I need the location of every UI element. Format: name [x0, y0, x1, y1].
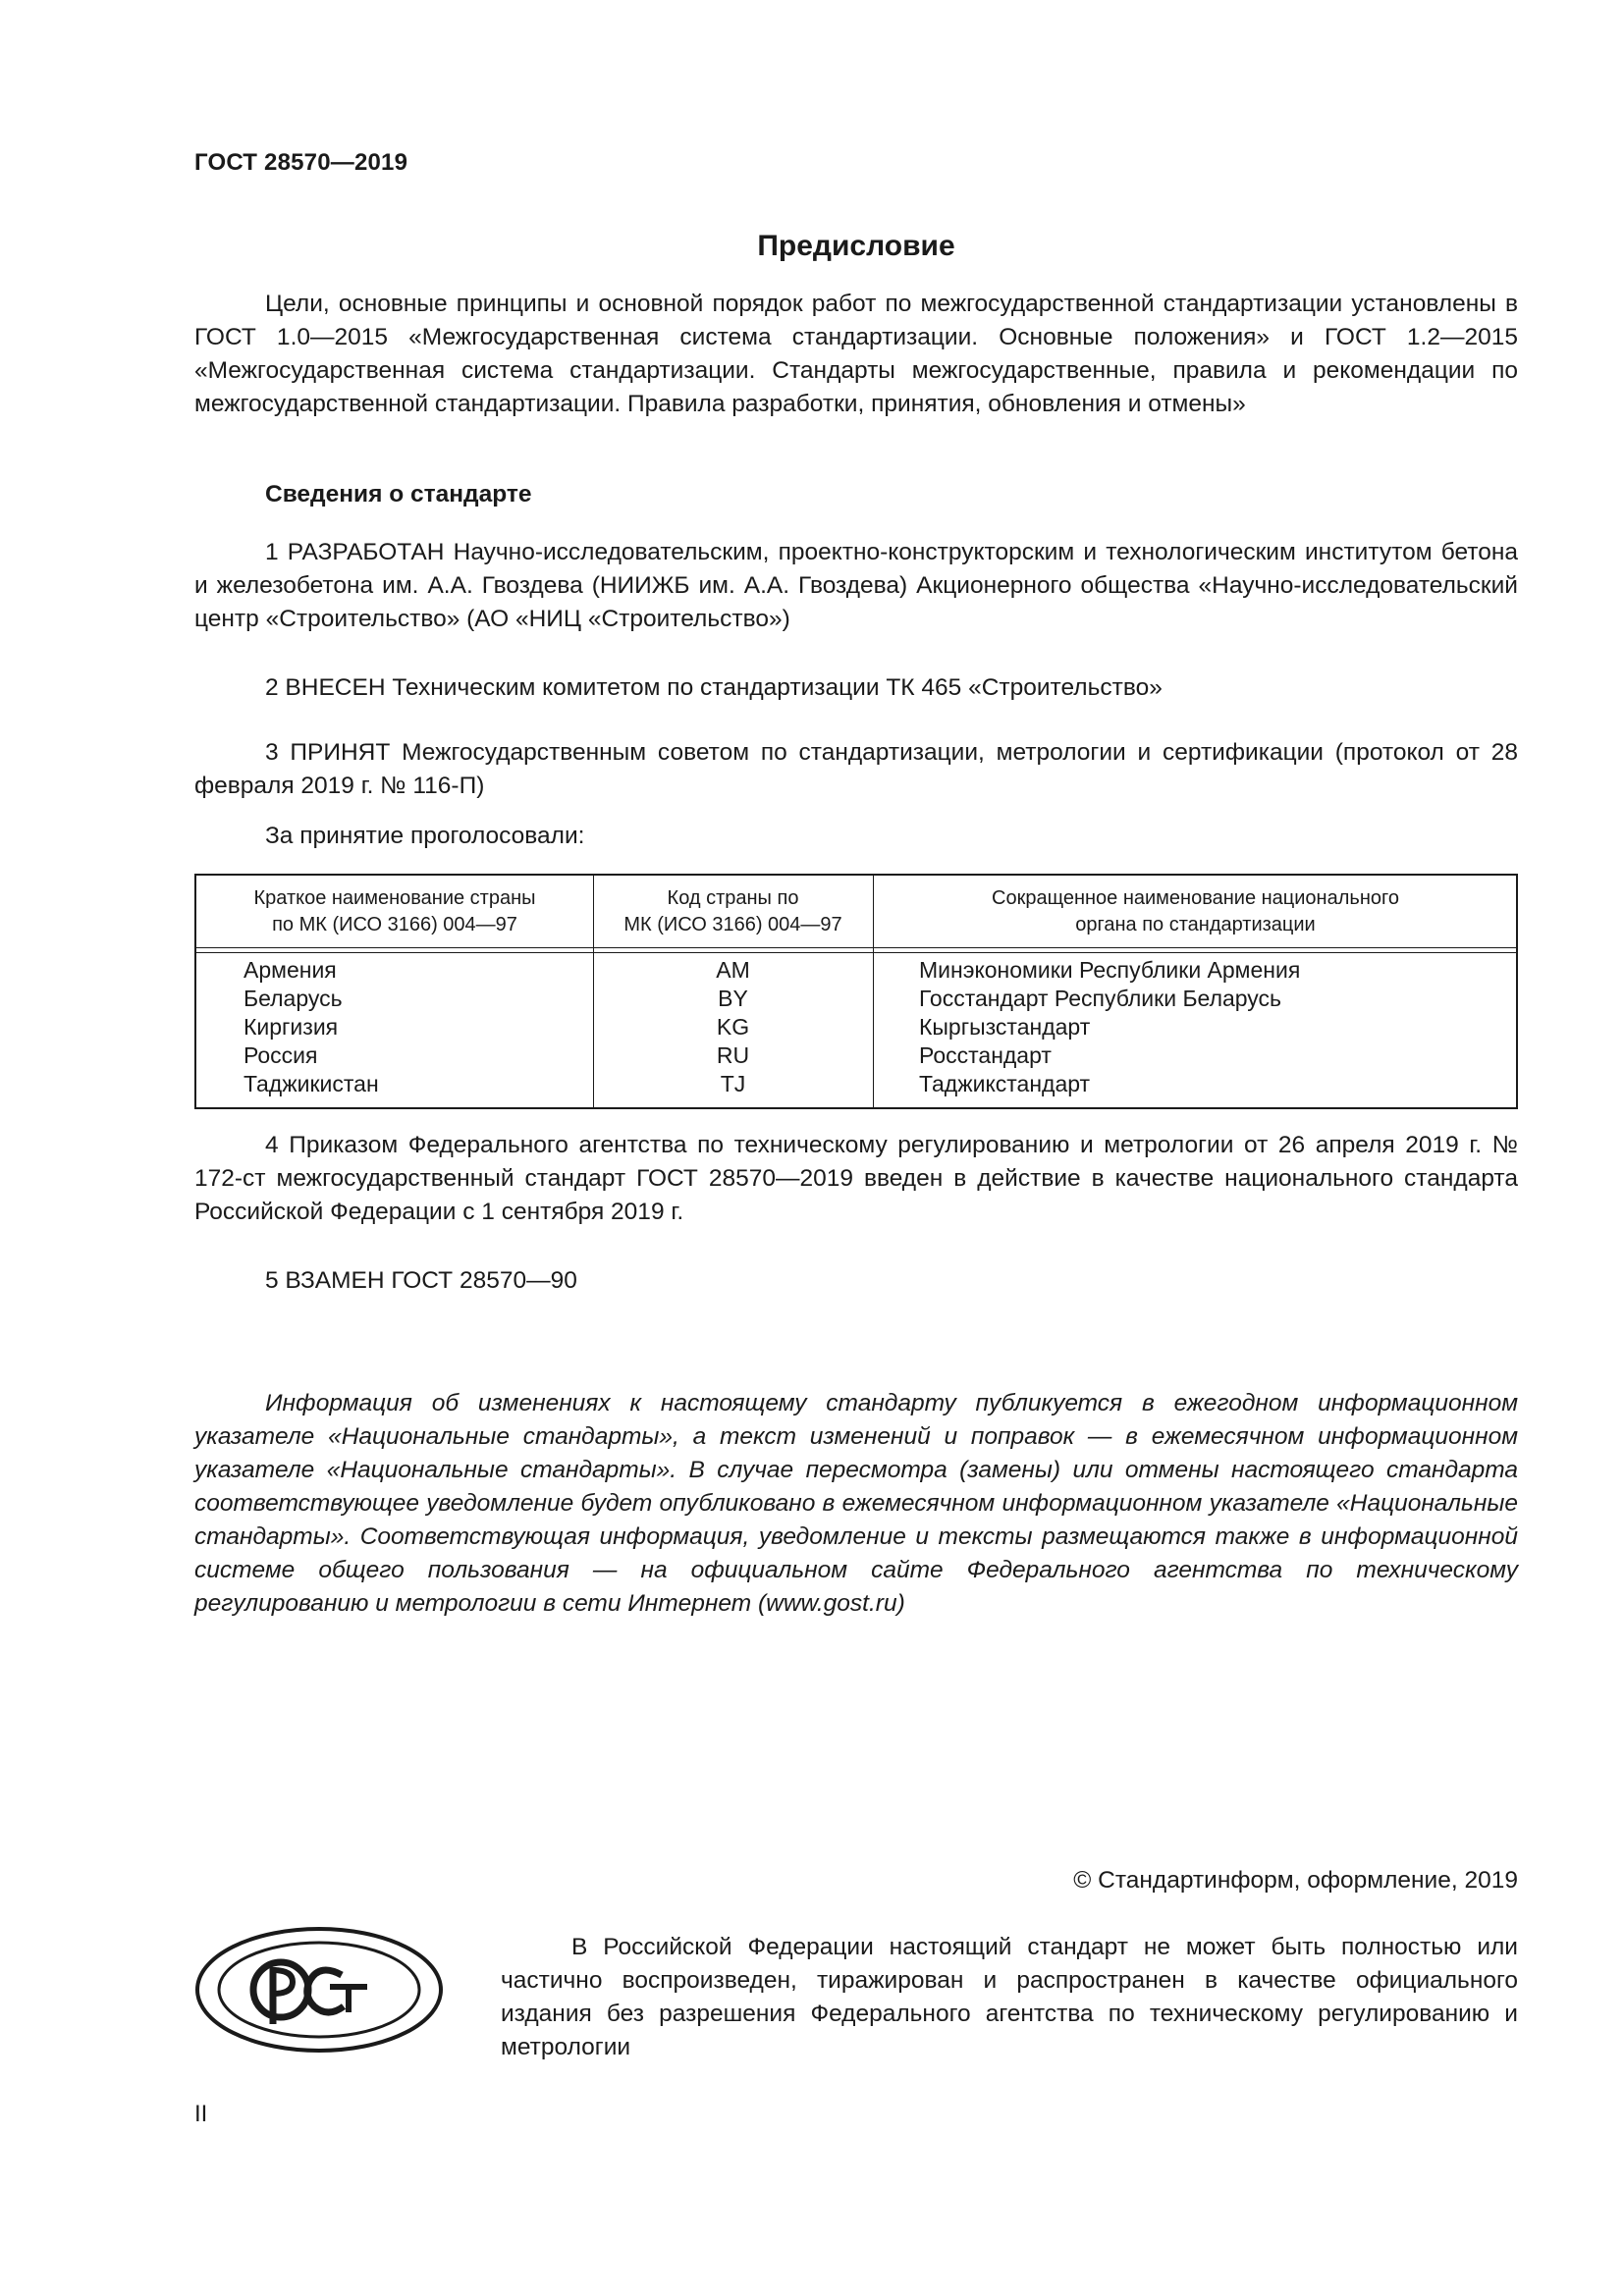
table-cell-code: KG	[716, 1014, 750, 1040]
table-cell-country: Беларусь	[244, 986, 343, 1011]
table-cell-code: AM	[716, 957, 750, 983]
table-header-line: Код страны по	[667, 887, 799, 909]
table-column-countries	[244, 956, 577, 1098]
table-cell-body: Росстандарт	[919, 1042, 1052, 1068]
table-cell-code: RU	[716, 1042, 750, 1068]
vote-label: За принятие проголосовали:	[265, 823, 585, 849]
item-4-enacted: 4 Приказом Федерального агентства по техническому регулированию и метрологии от 26 апреля 2019 г. № 172-ст межгосударственный стандарт ГОСТ 28570—2019 введен в действие в качестве национального стандарта Российской Федерации с 1 сентября 2019 г.	[194, 1132, 1518, 1225]
reproduction-restriction: В Российской Федерации настоящий стандарт не может быть полностью или частично воспроизведен, тиражирован и распространен в качестве официального издания без разрешения Федерального агентства по техническому регулированию и метрологии	[501, 1934, 1518, 2060]
page-title: Предисловие	[757, 230, 955, 262]
table-header-line: Краткое наименование страны	[253, 887, 536, 909]
table-cell-code: TJ	[720, 1071, 746, 1096]
item-5-replaces: 5 ВЗАМЕН ГОСТ 28570—90	[265, 1267, 577, 1294]
table-cell-body: Минэкономики Республики Армения	[919, 957, 1301, 983]
item-3-adopted: 3 ПРИНЯТ Межгосударственным советом по стандартизации, метрологии и сертификации (протокол от 28 февраля 2019 г. № 116-П)	[194, 739, 1518, 799]
table-header-line: по МК (ИСО 3166) 004—97	[272, 914, 517, 935]
copyright-line: © Стандартинформ, оформление, 2019	[1073, 1867, 1518, 1894]
voting-countries-table	[194, 874, 1518, 1109]
table-header-line: Сокращенное наименование национального	[992, 887, 1399, 909]
table-column-codes	[593, 956, 873, 1098]
intro-paragraph: Цели, основные принципы и основной порядок работ по межгосударственной стандартизации установлены в ГОСТ 1.0—2015 «Межгосударственная система стандартизации. Основные положения» и ГОСТ 1.2—2015 «Межгосударственная система стандартизации. Стандарты межгосударственные, правила и рекомендации по межгосударственной стандартизации. Правила разработки, принятия, обновления и отмены»	[194, 291, 1518, 417]
table-cell-country: Россия	[244, 1042, 318, 1068]
info-notice: Информация об изменениях к настоящему стандарту публикуется в ежегодном информационном указателе «Национальные стандарты», а текст изменений и поправок — в ежемесячном информационном указателе «Национальные стандарты». В случае пересмотра (замены) или отмены настоящего стандарта соответствующее уведомление будет опубликовано в ежемесячном информационном указателе «Национальные стандарты». Соответствующая информация, уведомление и тексты размещаются также в информационной системе общего пользования — на официальном сайте Федерального агентства по техническому регулированию и метрологии в сети Интернет (www.gost.ru)	[194, 1390, 1518, 1617]
table-header-line: МК (ИСО 3166) 004—97	[623, 914, 842, 935]
pct-certification-mark-icon	[194, 1926, 444, 2054]
table-cell-body: Таджикстандарт	[919, 1071, 1091, 1096]
table-cell-country: Киргизия	[244, 1014, 339, 1040]
table-cell-code: BY	[718, 986, 748, 1011]
table-header-line: органа по стандартизации	[1075, 914, 1316, 935]
item-2-introduced: 2 ВНЕСЕН Техническим комитетом по стандартизации ТК 465 «Строительство»	[265, 674, 1163, 701]
page-number: II	[194, 2101, 208, 2127]
table-cell-country: Армения	[244, 957, 337, 983]
table-header-divider	[196, 947, 1516, 953]
table-header-code	[593, 885, 873, 938]
table-column-bodies	[919, 956, 1508, 1098]
table-header-country	[196, 885, 593, 938]
section-subheading: Сведения о стандарте	[265, 481, 532, 507]
table-cell-country: Таджикистан	[244, 1071, 379, 1096]
table-cell-body: Госстандарт Республики Беларусь	[919, 986, 1282, 1011]
table-cell-body: Кыргызстандарт	[919, 1014, 1091, 1040]
document-code: ГОСТ 28570—2019	[194, 149, 408, 176]
item-1-developed: 1 РАЗРАБОТАН Научно-исследовательским, проектно-конструкторским и технологическим институтом бетона и железобетона им. А.А. Гвоздева (НИИЖБ им. А.А. Гвоздева) Акционерного общества «Научно-исследовательский центр «Строительство» (АО «НИЦ «Строительство»)	[194, 539, 1518, 632]
table-header-body	[873, 885, 1518, 938]
